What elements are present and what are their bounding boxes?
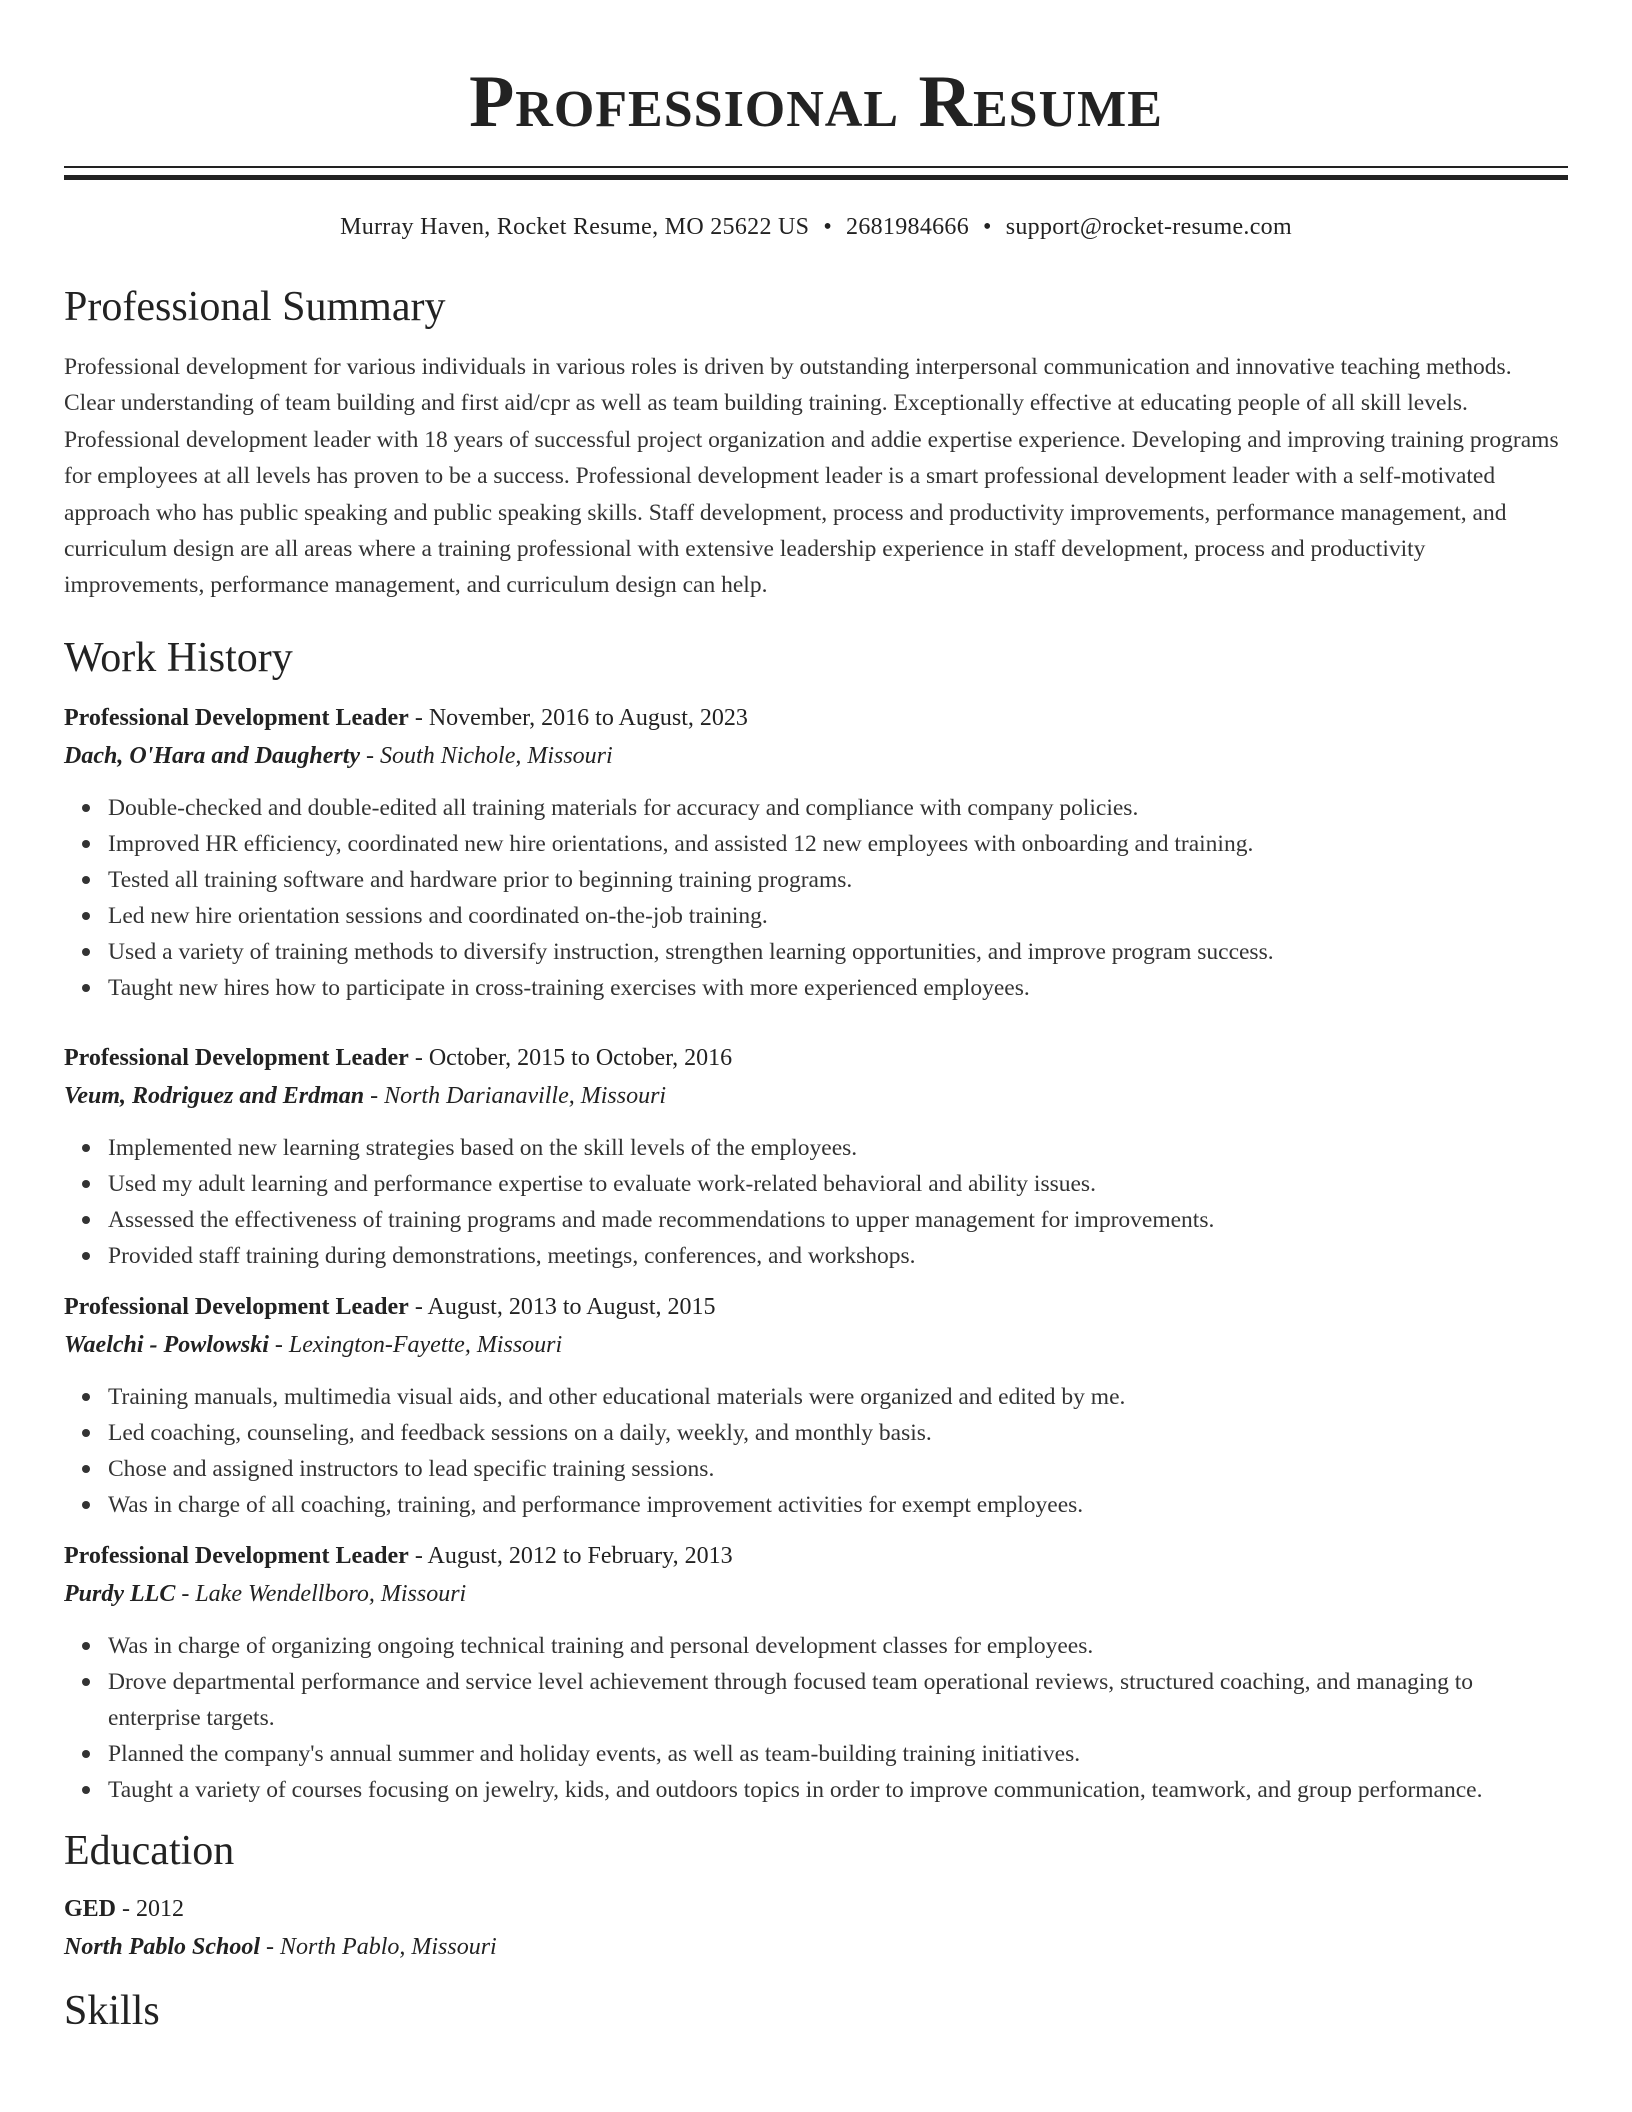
list-item: [108, 1664, 1568, 1736]
duty-text: Led coaching, counseling, and feedback sessions on a daily, weekly, and monthly basis.: [108, 1419, 932, 1446]
bullet-icon: [82, 876, 90, 884]
bullet-icon: [82, 1393, 90, 1401]
job-header: [64, 699, 1568, 737]
list-item: [108, 1238, 1568, 1274]
job-company: Veum, Rodriguez and Erdman: [64, 1082, 365, 1109]
list-item: [108, 790, 1568, 826]
bullet-icon: [82, 1750, 90, 1758]
job-dates: - August, 2013 to August, 2015: [414, 1293, 716, 1320]
title-divider-thick: [64, 175, 1568, 180]
bullet-icon: [82, 912, 90, 920]
duty-text: Chose and assigned instructors to lead specific training sessions.: [108, 1455, 715, 1482]
work-history-heading: Work History: [64, 634, 293, 681]
job-location: - Lake Wendellboro, Missouri: [181, 1580, 467, 1607]
bullet-icon: [82, 984, 90, 992]
list-item: [108, 1415, 1568, 1451]
contact-address: Murray Haven, Rocket Resume, MO 25622 US: [340, 214, 810, 240]
list-item: [108, 898, 1568, 934]
job-dates: - November, 2016 to August, 2023: [414, 704, 748, 731]
job-title: Professional Development Leader: [64, 1542, 409, 1569]
duty-text: Taught a variety of courses focusing on jewelry, kids, and outdoors topics in order to improve communication, teamwork, and group performance.: [108, 1776, 1483, 1803]
education-school: North Pablo School: [64, 1933, 261, 1960]
duty-text: Improved HR efficiency, coordinated new hire orientations, and assisted 12 new employees with onboarding and training.: [108, 830, 1254, 857]
education-location: - North Pablo, Missouri: [266, 1933, 497, 1960]
job-employer: [64, 1326, 1568, 1364]
bullet-icon: [82, 1678, 90, 1686]
duty-text: Planned the company's annual summer and holiday events, as well as team-building training initiatives.: [108, 1740, 1081, 1767]
list-item: [108, 1202, 1568, 1238]
duty-text: Assessed the effectiveness of training programs and made recommendations to upper management for improvements.: [108, 1206, 1215, 1233]
list-item: [108, 1451, 1568, 1487]
duty-text: Was in charge of organizing ongoing technical training and personal development classes for employees.: [108, 1632, 1094, 1659]
job-entry: [64, 1288, 1568, 1523]
list-item: [108, 1736, 1568, 1772]
list-item: [108, 1772, 1568, 1808]
job-employer: [64, 737, 1568, 775]
job-dates: - August, 2012 to February, 2013: [414, 1542, 733, 1569]
duty-text: Was in charge of all coaching, training, and performance improvement activities for exempt employees.: [108, 1491, 1084, 1518]
skills-heading: Skills: [64, 1987, 160, 2034]
job-company: Waelchi - Powlowski: [64, 1331, 269, 1358]
job-employer: [64, 1575, 1568, 1613]
job-header: [64, 1039, 1568, 1077]
job-entry: [64, 1039, 1568, 1274]
summary-heading: Professional Summary: [64, 284, 446, 330]
job-duties-list: [64, 790, 1568, 1006]
contact-phone: 2681984666: [846, 214, 970, 240]
job-header: [64, 1537, 1568, 1575]
bullet-icon: [82, 1465, 90, 1473]
job-location: - Lexington-Fayette, Missouri: [274, 1331, 563, 1358]
education-header: [64, 1890, 1568, 1928]
job-duties-list: [64, 1379, 1568, 1523]
education-heading: Education: [64, 1827, 235, 1874]
contact-email: support@rocket-resume.com: [1005, 214, 1292, 240]
job-title: Professional Development Leader: [64, 1293, 409, 1320]
duty-text: Drove departmental performance and service level achievement through focused team operational reviews, structured coaching, and managing to enterprise targets.: [108, 1668, 1474, 1731]
contact-separator: •: [823, 214, 833, 240]
duty-text: Double-checked and double-edited all training materials for accuracy and compliance with company policies.: [108, 794, 1139, 821]
job-duties-list: [64, 1130, 1568, 1274]
bullet-icon: [82, 1642, 90, 1650]
title-divider-thin: [64, 166, 1568, 168]
job-duties-list: [64, 1628, 1568, 1808]
job-entry: [64, 1537, 1568, 1808]
bullet-icon: [82, 1216, 90, 1224]
bullet-icon: [82, 840, 90, 848]
job-entry: [64, 699, 1568, 1006]
list-item: [108, 826, 1568, 862]
duty-text: Provided staff training during demonstrations, meetings, conferences, and workshops.: [108, 1242, 916, 1269]
resume-page: [64, 0, 1568, 2036]
resume-title: Professional Resume: [469, 61, 1163, 143]
list-item: [108, 970, 1568, 1006]
bullet-icon: [82, 948, 90, 956]
bullet-icon: [82, 1429, 90, 1437]
list-item: [108, 1130, 1568, 1166]
duty-text: Training manuals, multimedia visual aids, and other educational materials were organized and edited by me.: [108, 1383, 1126, 1410]
job-location: - South Nichole, Missouri: [366, 742, 613, 769]
job-company: Purdy LLC: [64, 1580, 176, 1607]
duty-text: Used a variety of training methods to diversify instruction, strengthen learning opportunities, and improve program success.: [108, 938, 1274, 965]
duty-text: Taught new hires how to participate in cross-training exercises with more experienced employees.: [108, 974, 1030, 1001]
contact-line: [64, 212, 1568, 242]
list-item: [108, 934, 1568, 970]
bullet-icon: [82, 1180, 90, 1188]
summary-text: Professional development for various individuals in various roles is driven by outstanding interpersonal communication and innovative teaching methods. Clear understanding of team building and first aid/cpr as well as team building training. Exceptionally effective at educating people of all skill levels. Professional development leader with 18 years of successful project organization and addie expertise experience. Developing and improving training programs for employees at all levels has proven to be a success. Professional development leader is a smart professional development leader with a self-motivated approach who has public speaking and public speaking skills. Staff development, process and productivity improvements, performance management, and curriculum design are all areas where a training professional with extensive leadership experience in staff development, process and productivity improvements, performance management, and curriculum design can help.: [64, 354, 1559, 599]
duty-text: Tested all training software and hardware prior to beginning training programs.: [108, 866, 853, 893]
job-dates: - October, 2015 to October, 2016: [414, 1044, 733, 1071]
duty-text: Implemented new learning strategies based on the skill levels of the employees.: [108, 1134, 858, 1161]
job-company: Dach, O'Hara and Daugherty: [64, 742, 361, 769]
bullet-icon: [82, 1144, 90, 1152]
education-entry: [64, 1890, 1568, 1966]
job-title: Professional Development Leader: [64, 1044, 409, 1071]
job-location: - North Darianaville, Missouri: [370, 1082, 667, 1109]
education-school-line: [64, 1928, 1568, 1966]
duty-text: Used my adult learning and performance expertise to evaluate work-related behavioral and ability issues.: [108, 1170, 1096, 1197]
education-degree: GED: [64, 1895, 117, 1922]
duty-text: Led new hire orientation sessions and coordinated on-the-job training.: [108, 902, 768, 929]
list-item: [108, 1487, 1568, 1523]
job-header: [64, 1288, 1568, 1326]
job-title: Professional Development Leader: [64, 704, 409, 731]
list-item: [108, 1379, 1568, 1415]
bullet-icon: [82, 804, 90, 812]
bullet-icon: [82, 1501, 90, 1509]
bullet-icon: [82, 1252, 90, 1260]
list-item: [108, 1628, 1568, 1664]
bullet-icon: [82, 1786, 90, 1794]
education-year: - 2012: [122, 1895, 185, 1922]
contact-separator: •: [983, 214, 992, 240]
list-item: [108, 1166, 1568, 1202]
list-item: [108, 862, 1568, 898]
job-employer: [64, 1077, 1568, 1115]
